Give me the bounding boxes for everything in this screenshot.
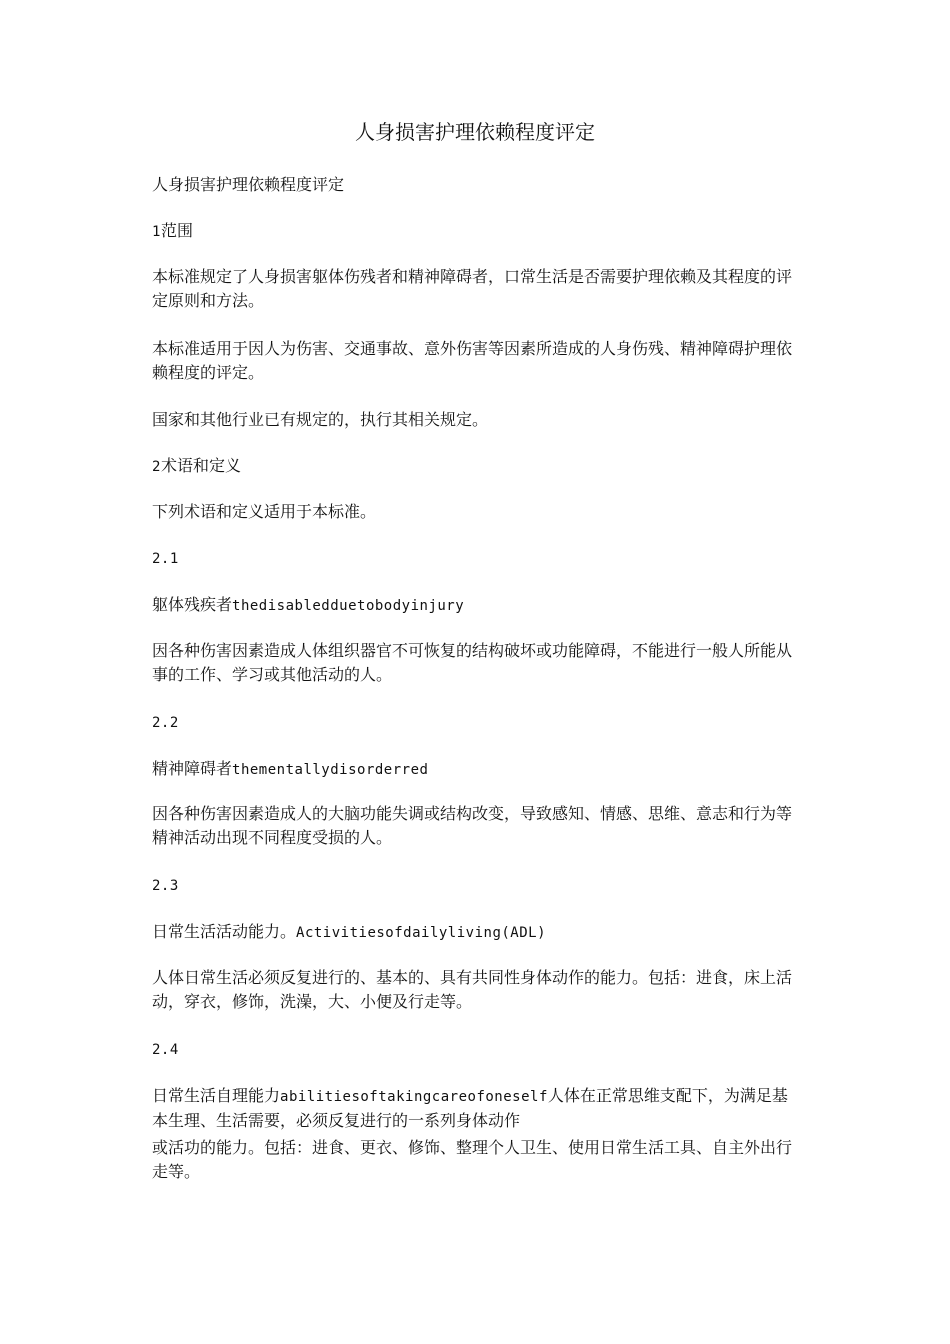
section-number: 2 [152,459,161,475]
definition: 因各种伤害因素造成人的大脑功能失调或结构改变，导致感知、情感、思维、意志和行为等精神活动出现不同程度受损的人。 [152,804,793,847]
term-heading [152,920,792,945]
clause-number: 2.4 [152,1042,179,1058]
term-zh: 日常生活活动能力。 [152,922,297,941]
section-1-heading [152,219,792,244]
paragraph: 本标准规定了人身损害躯体伤残者和精神障碍者，口常生活是否需要护理依赖及其程度的评定原则和方法。 [152,267,793,310]
clause-number: 2.1 [152,551,179,567]
clause-number: 2.3 [152,878,179,894]
term-en: abilitiesoftakingcareofoneself [280,1089,548,1105]
term-en: Activitiesofdailyliving(ADL) [296,925,547,941]
clause-number: 2.2 [152,715,179,731]
subtitle: 人身损害护理依赖程度评定 [152,175,345,194]
term-heading [152,757,792,782]
document-title: 人身损害护理依赖程度评定 [355,120,595,144]
section-title: 范围 [160,221,193,240]
paragraph: 国家和其他行业已有规定的，执行其相关规定。 [152,410,489,429]
term-en: thementallydisorderred [232,762,429,778]
definition: 因各种伤害因素造成人体组织器官不可恢复的结构破坏或功能障碍，不能进行一般人所能从事的工作、学习或其他活动的人。 [152,641,793,684]
definition: 人体日常生活必须反复进行的、基本的、具有共同性身体动作的能力。包括：进食，床上活动，穿衣，修饰，洗澡，大、小便及行走等。 [152,968,793,1011]
term-en: thedisabledduetobodyinjury [232,598,465,614]
section-2-heading [152,454,792,479]
term-zh: 精神障碍者 [152,759,233,778]
section-number: 1 [152,224,161,240]
term-zh: 日常生活自理能力 [152,1086,281,1105]
section-title: 术语和定义 [160,456,241,475]
paragraph: 下列术语和定义适用于本标准。 [152,502,377,521]
term-heading [152,593,792,618]
definition-text: 人体在正常思维支配下，为满足基本生理、生活需要，必须反复进行的一系列身体动作 [152,1086,788,1130]
term-zh: 躯体残疾者 [152,595,233,614]
paragraph: 本标准适用于因人为伤害、交通事故、意外伤害等因素所造成的人身伤残、精神障碍护理依赖程度的评定。 [152,339,793,382]
definition-continued: 或活功的能力。包括：进食、更衣、修饰、整理个人卫生、使用日常生活工具、自主外出行走等。 [152,1138,793,1181]
term-definition [152,1084,792,1133]
